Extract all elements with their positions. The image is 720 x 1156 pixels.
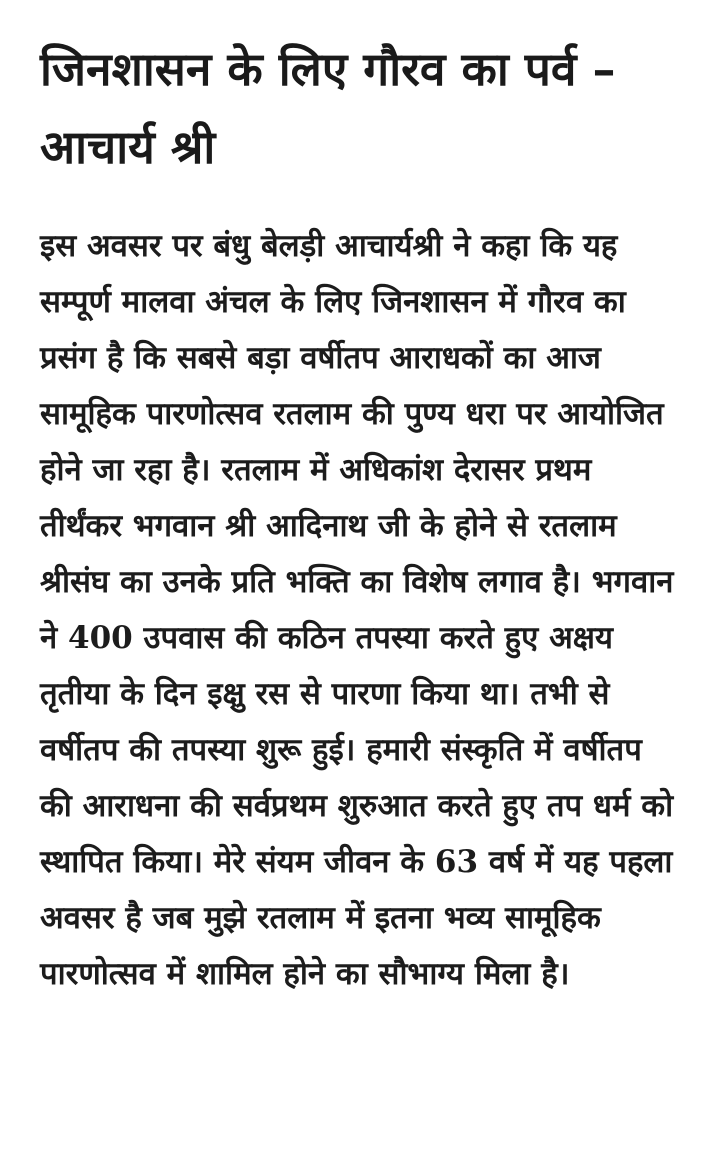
article-body-paragraph: इस अवसर पर बंधु बेलड़ी आचार्यश्री ने कहा कि यह सम्पूर्ण मालवा अंचल के लिए जिनशासन में गौरव का प्रसंग है कि सबसे बड़ा वर्षीतप आराधकों का आज सामूहिक पारणोत्सव रतलाम की पुण्य धरा पर आयोजित होने जा रहा है। रतलाम में अधिकांश देरासर प्रथम तीर्थंकर भगवान श्री आदिनाथ जी के होने से रतलाम श्रीसंघ का उनके प्रति भक्ति का विशेष लगाव है। भगवान ने 400 उपवास की कठिन तपस्या करते हुए अक्षय तृतीया के दिन इक्षु रस से पारणा किया था। तभी से वर्षीतप की तपस्या शुरू हुई। हमारी संस्कृति में वर्षीतप की आराधना की सर्वप्रथम शुरुआत करते हुए तप धर्म को स्थापित किया। मेरे संयम जीवन के 63 वर्ष में यह पहला अवसर है जब मुझे रतलाम में इतना भव्य सामूहिक पारणोत्सव में शामिल होने का सौभाग्य मिला है। [40, 228, 674, 992]
article-headline: जिनशासन के लिए गौरव का पर्व – आचार्य श्री [40, 42, 616, 174]
article [40, 30, 680, 1002]
